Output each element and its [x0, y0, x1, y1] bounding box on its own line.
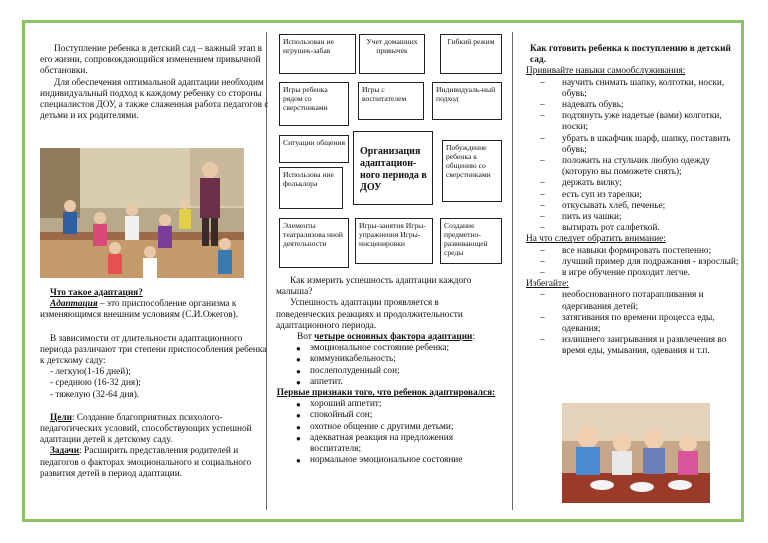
right-column: [526, 44, 748, 358]
avoid-list: [526, 290, 748, 357]
degree-heavy: - тяжелую (32-64 дня).: [50, 389, 140, 400]
skills-heading: Прививайте навыки самообслуживания:: [526, 66, 686, 77]
list-item: ● коммуникабельность;: [296, 354, 396, 365]
factors-post: :: [472, 332, 475, 343]
list-item: – откусывать хлеб, печенье;: [540, 200, 666, 211]
adaptation-heading: Что такое адаптация?: [50, 288, 143, 298]
list-item: ● адекватная реакция на предложения воспитателя;: [296, 432, 453, 455]
scheme-box-individual-approach: Индивидуаль-ный подход: [432, 82, 502, 120]
scheme-box-habits: Учет домашних привычек: [359, 34, 425, 74]
list-item: ● послеполуденный сон;: [296, 365, 400, 376]
list-item: ● аппетит.: [296, 376, 343, 387]
right-heading: Как готовить ребенка к поступлению в детский сад.: [530, 44, 731, 66]
scheme-box-peer-motivation: Побуждение ребенка к общению со сверстниками: [442, 140, 502, 202]
list-item: ● нормальное эмоциональное состояние: [296, 455, 463, 466]
list-item: – необоснованного потарапливания и одергивания детей;: [540, 290, 704, 312]
column-divider-right: [512, 32, 513, 510]
adaptation-definition: – это приспособление организма к изменяющимся внешним условиям (С.И.Ожегов).: [40, 299, 239, 321]
factors-list: [276, 343, 496, 388]
list-item: ● спокойный сон;: [296, 410, 373, 421]
signs-list: [276, 399, 496, 466]
tasks-label: Задачи: [50, 446, 80, 457]
scheme-box-game-activities: Игры-занятия Игры-упражнения Игры-инсценировки: [355, 218, 433, 264]
factors-heading: четыре основных фактора адаптации: [314, 332, 473, 343]
scheme-box-toys: Использован ие игрушек-забав: [279, 34, 356, 74]
attention-heading: На что следует обратить внимание:: [526, 234, 666, 245]
list-item: ● хороший аппетит;: [296, 399, 382, 410]
degree-medium: - среднюю (16-32 дня);: [50, 378, 141, 389]
factors-pre: Вот: [297, 332, 315, 343]
list-item: ● эмоциональное состояние ребенка;: [296, 343, 450, 354]
skills-list: [526, 78, 748, 235]
kids-eating-photo: [562, 403, 710, 503]
scheme-center-title: Организация адаптацион-ного периода в ДОУ: [353, 131, 433, 205]
list-item: – надевать обувь;: [540, 100, 624, 111]
list-item: – все навыки формировать постепенно;: [540, 245, 712, 256]
list-item: ● охотное общение с другими детьми;: [296, 421, 454, 432]
scheme-box-flexible-regime: Гибкий режим: [440, 34, 502, 74]
scheme-box-peer-games: Игры ребенка рядом со сверстниками: [279, 82, 349, 126]
avoid-heading: Избегайте:: [526, 279, 569, 290]
list-item: – затягивания по времени процесса еды, одевания;: [540, 312, 715, 335]
left-column-lower: [40, 288, 270, 480]
goals-text: : Создание благоприятных психолого-педагогических условий, способствующих успешной адаптации детей к детскому саду.: [40, 412, 252, 446]
list-item: – научить снимать шапку, колготки, носки, обувь;: [540, 77, 725, 99]
list-item: – положить на стульчик любую одежду (которую вы поможете снять);: [540, 156, 710, 178]
scheme-box-communication-situations: Ситуации общения: [279, 135, 349, 163]
list-item: – убрать в шкафчик шарф, шапку, поставить обувь;: [540, 133, 731, 155]
left-column: [40, 44, 270, 122]
list-item: – излишнего заигрывания и развлечения во время еды, умывания, одевания и т.п.: [540, 335, 727, 357]
measure-question: Как измерить успешность адаптации каждого малыша?: [276, 276, 472, 298]
list-item: – лучший пример для подражания - взрослый;: [540, 256, 739, 267]
tasks-text: : Расширить представления родителей и педагогов о факторах эмоционального и социального развития детей в период адаптации.: [40, 446, 252, 479]
intro-paragraph-1: Поступление ребенка в детский сад – важный этап в его жизни, сопровождающийся изменением привычной обстановки.: [40, 44, 263, 77]
list-item: – держать вилку;: [540, 178, 622, 189]
degree-light: - легкую(1-16 дней);: [50, 367, 131, 378]
intro-paragraph-2: Для обеспечения оптимальной адаптации необходим индивидуальный подход к каждому ребенку со стороны специалистов ДОУ, а также слаженная работа педагогов с детьми и их родителями.: [40, 77, 269, 122]
scheme-box-teacher-games: Игры с воспитателем: [358, 82, 424, 120]
signs-heading: Первые признаки того, что ребенок адаптировался:: [276, 388, 496, 399]
middle-column-text: [276, 276, 496, 466]
list-item: – есть суп из тарелки;: [540, 189, 642, 200]
list-item: – подтянуть уже надетые (вами) колготки, носки;: [540, 111, 722, 133]
list-item: – вытирать рот салфеткой.: [540, 223, 660, 234]
list-item: – пить из чашки;: [540, 212, 622, 223]
scheme-box-theatre: Элементы театрализова нной деятельности: [279, 218, 349, 268]
goals-label: Цели: [50, 412, 72, 423]
attention-list: [526, 246, 748, 280]
degrees-intro: В зависимости от длительности адаптационного периода различают три степени приспособления ребенка к детскому саду:: [40, 333, 267, 367]
kids-dancing-photo: [40, 148, 244, 278]
scheme-box-environment: Создание предметно-развивающей среды: [440, 218, 502, 264]
list-item: – в игре обучение проходит легче.: [540, 268, 690, 279]
measure-answer: Успешность адаптации проявляется в поведенческих реакциях и продолжительности адаптационного периода.: [276, 298, 463, 331]
scheme-box-folklore: Использова ние фольклора: [279, 167, 343, 209]
adaptation-term: Адаптация: [50, 299, 98, 310]
